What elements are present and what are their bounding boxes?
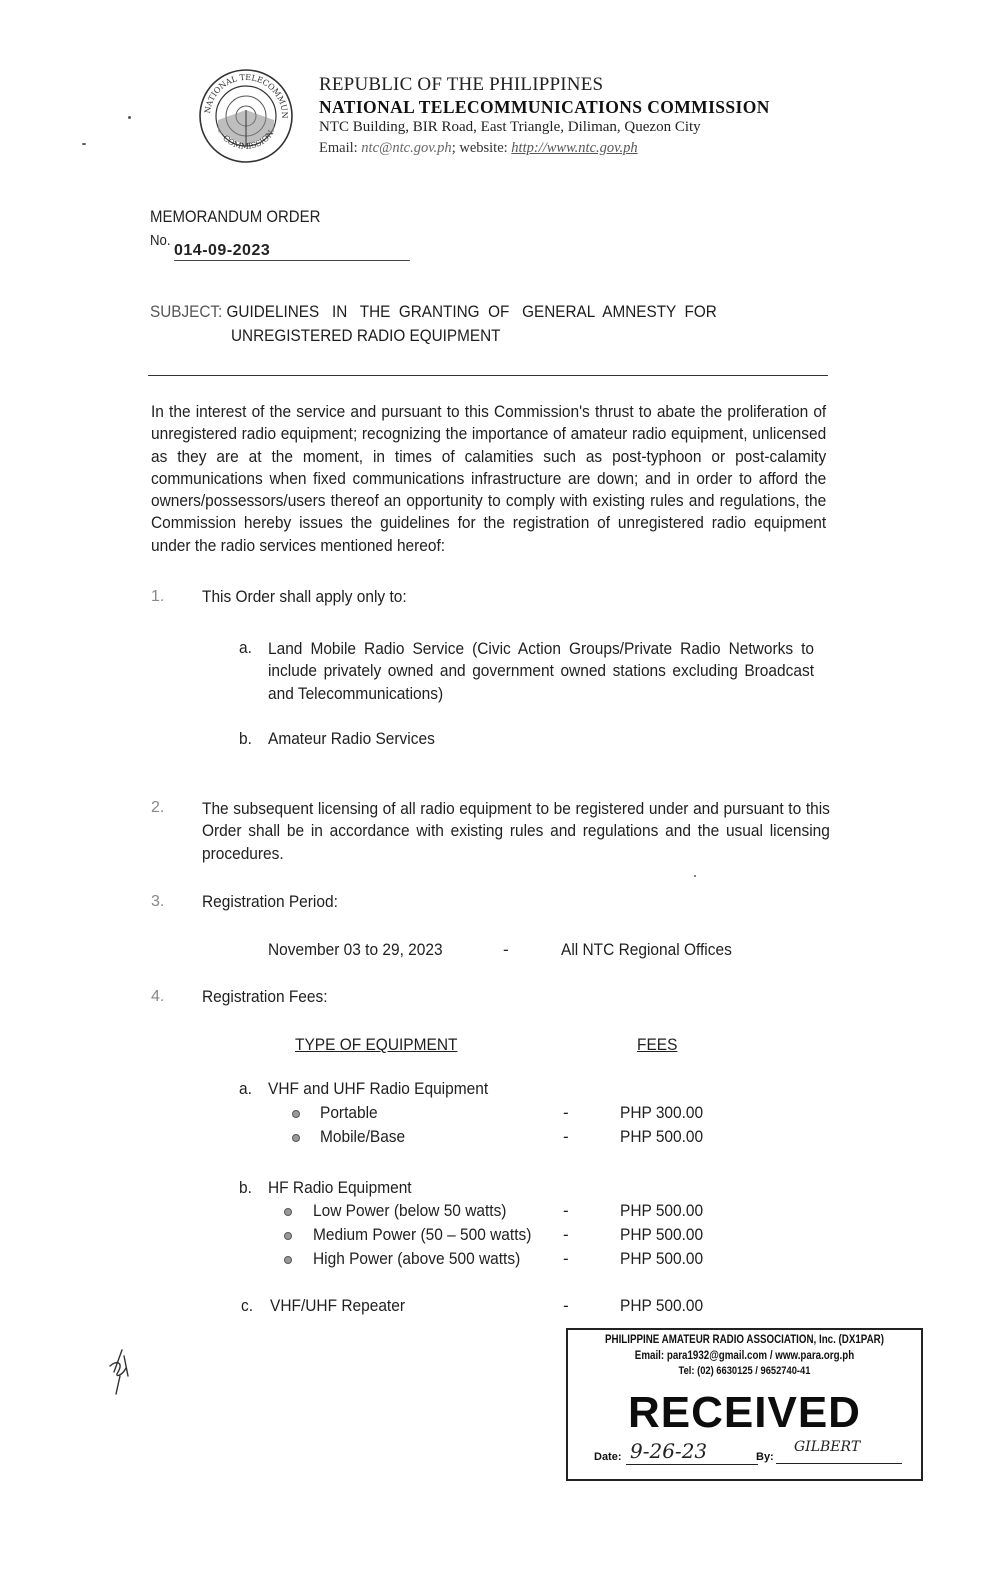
fee-category-b-label: b. <box>239 1178 252 1197</box>
fee-row-value: PHP 500.00 <box>620 1201 704 1220</box>
agency-address: NTC Building, BIR Road, East Triangle, Diliman, Quezon City <box>319 119 701 135</box>
item-4-text: Registration Fees: <box>202 987 328 1006</box>
intro-paragraph: In the interest of the service and pursuant to this Commission's thrust to abate the proliferation of unregistered radio equipment; recognizing the importance of amateur radio equipment, unlicensed as they are at the moment, in times of calamities such as post-typhoon or post-calamity communications when fixed communications infrastructure are down; and in order to afford the owners/possessors/users thereof an opportunity to comply with existing rules and regulations, the Commission hereby issues the guidelines for the registration of unregistered radio equipment under the radio services mentioned hereof: <box>151 402 827 555</box>
fee-category-a-label: a. <box>239 1079 252 1098</box>
item-1-text: This Order shall apply only to: <box>202 587 407 606</box>
subject-label: SUBJECT: <box>150 302 223 321</box>
fee-row-name: High Power (above 500 watts) <box>313 1249 521 1268</box>
website-link[interactable]: http://www.ntc.gov.ph <box>511 140 638 156</box>
ntc-seal-logo <box>198 68 294 164</box>
registration-period-location: All NTC Regional Offices <box>561 940 732 959</box>
item-1a-label: a. <box>239 638 252 657</box>
scan-speck <box>694 875 696 877</box>
svg-text:NATIONAL TELECOMMUNICATIONS: NATIONAL TELECOMMUN <box>202 72 290 119</box>
fee-row-value: PHP 500.00 <box>620 1225 704 1244</box>
scan-speck <box>128 116 131 119</box>
stamp-tel: Tel: (02) 6630125 / 9652740-41 <box>678 1365 811 1377</box>
item-1a-text: Land Mobile Radio Service (Civic Action Groups/Private Radio Networks to include privately owned and government owned stations excluding Broadcast and Telecommunications) <box>268 639 814 703</box>
fee-row-dash: - <box>563 1249 569 1268</box>
subject-text-2: UNREGISTERED RADIO EQUIPMENT <box>231 326 501 345</box>
item-1b-text: Amateur Radio Services <box>268 729 435 748</box>
fee-row-dash: - <box>563 1127 569 1146</box>
bullet-icon <box>292 1134 300 1142</box>
fee-row-value: PHP 500.00 <box>620 1296 704 1315</box>
fee-row-value: PHP 500.00 <box>620 1249 704 1268</box>
republic-heading: REPUBLIC OF THE PHILIPPINES <box>319 74 604 95</box>
received-stamp <box>566 1328 923 1481</box>
fee-category-c-name: VHF/UHF Repeater <box>270 1296 405 1315</box>
scan-speck <box>82 143 86 145</box>
contact-line: Email: ntc@ntc.gov.ph; website: http://www.ntc.gov.ph <box>319 140 638 156</box>
fee-row-dash: - <box>563 1201 569 1220</box>
stamp-org: PHILIPPINE AMATEUR RADIO ASSOCIATION, Inc. (DX1PAR) <box>605 1334 884 1346</box>
fee-row-name: Mobile/Base <box>320 1127 406 1146</box>
fee-row-name: Medium Power (50 – 500 watts) <box>313 1225 532 1244</box>
bullet-icon <box>284 1208 292 1216</box>
memo-number: 014-09-2023 <box>174 242 410 261</box>
bullet-icon <box>284 1232 292 1240</box>
registration-period-dates: November 03 to 29, 2023 <box>268 940 443 959</box>
fee-row-dash: - <box>563 1225 569 1244</box>
memo-number-label: No. <box>150 232 171 249</box>
fee-row-dash: - <box>563 1103 569 1122</box>
memo-title: MEMORANDUM ORDER <box>150 207 321 226</box>
fee-row-dash: - <box>563 1296 569 1315</box>
item-3-number: 3. <box>151 893 165 910</box>
fee-category-a-name: VHF and UHF Radio Equipment <box>268 1079 489 1098</box>
fee-row-value: PHP 500.00 <box>620 1127 704 1146</box>
email-address[interactable]: ntc@ntc.gov.ph <box>361 140 452 156</box>
subject-line <box>150 302 780 322</box>
item-1b-label: b. <box>239 729 252 748</box>
item-2-text: The subsequent licensing of all radio equipment to be registered under and pursuant to this Order shall be in accordance with existing rules and regulations and the usual licensing procedures. <box>202 799 830 863</box>
handwritten-initials <box>100 1346 140 1401</box>
item-4-number: 4. <box>151 988 165 1005</box>
bullet-icon <box>292 1110 300 1118</box>
subject-text-1: GUIDELINES IN THE GRANTING OF GENERAL AMNESTY FOR <box>226 302 717 321</box>
fees-column-type-header: TYPE OF EQUIPMENT <box>295 1035 458 1054</box>
stamp-by-value: GILBERT <box>776 1439 902 1464</box>
registration-period-dash: - <box>503 940 509 959</box>
stamp-date-value: 9-26-23 <box>626 1439 758 1465</box>
agency-heading: NATIONAL TELECOMMUNICATIONS COMMISSION <box>319 97 770 117</box>
stamp-email: Email: para1932@gmail.com / www.para.org.ph <box>634 1350 855 1362</box>
divider-rule <box>148 375 828 376</box>
bullet-icon <box>284 1256 292 1264</box>
item-2-number: 2. <box>151 799 165 816</box>
fee-row-value: PHP 300.00 <box>620 1103 704 1122</box>
website-label: website: <box>459 140 508 156</box>
item-3-text: Registration Period: <box>202 892 338 911</box>
fee-category-c-label: c. <box>241 1296 254 1315</box>
fee-category-b-name: HF Radio Equipment <box>268 1178 412 1197</box>
email-label: Email: <box>319 140 358 156</box>
svg-text:COMMISSION: COMMISSION <box>221 128 276 152</box>
fee-row-name: Low Power (below 50 watts) <box>313 1201 507 1220</box>
item-1-number: 1. <box>151 588 165 605</box>
fees-column-fees-header: FEES <box>637 1035 678 1054</box>
fee-row-name: Portable <box>320 1103 378 1122</box>
stamp-date-label: Date: <box>594 1451 622 1463</box>
stamp-by-label: By: <box>756 1451 774 1463</box>
stamp-status: RECEIVED <box>628 1388 861 1437</box>
